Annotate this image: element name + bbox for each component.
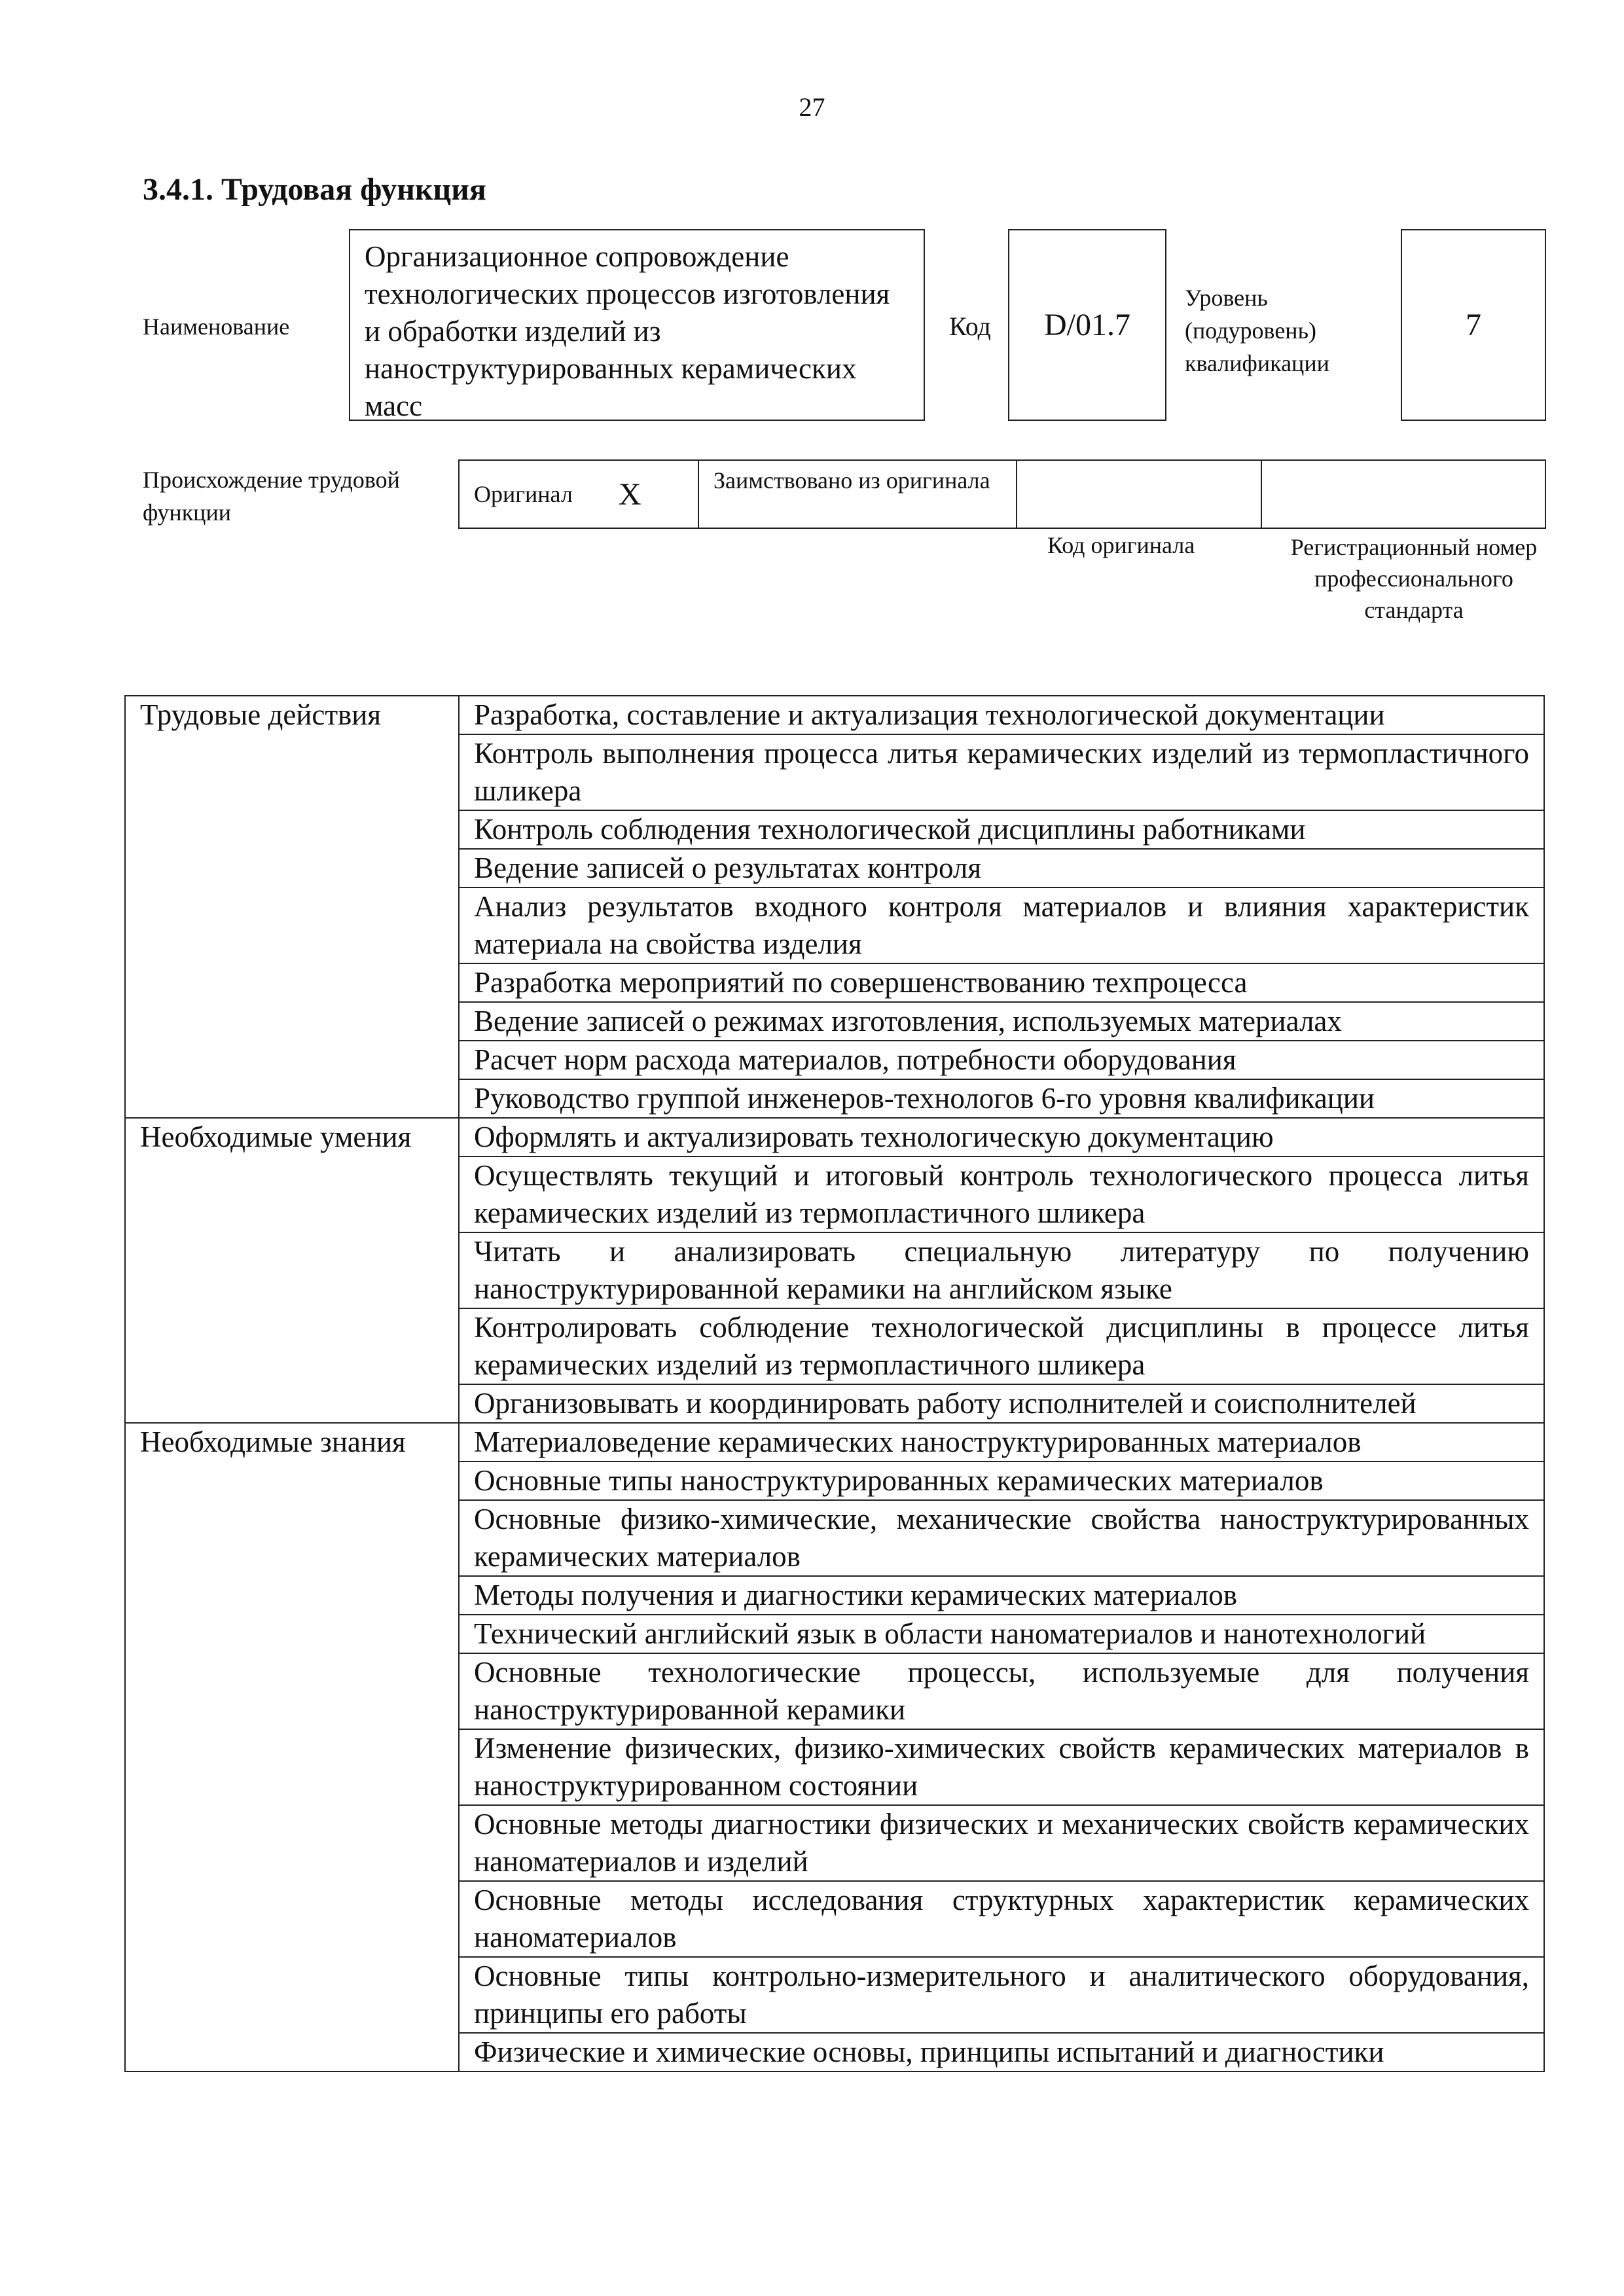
requirement-item: Основные методы исследования структурных характеристик керамических наноматериалов [459,1881,1544,1957]
page-number: 27 [799,92,825,122]
requirement-item: Основные физико-химические, механические свойства наноструктурированных керамических материалов [459,1500,1544,1576]
name-label: Наименование [143,314,290,340]
requirement-item: Основные технологические процессы, используемые для получения наноструктурированной керамики [459,1653,1544,1729]
section-category: Трудовые действия [125,696,459,1118]
reg-number-cell [1262,461,1545,528]
requirement-item: Расчет норм расхода материалов, потребности оборудования [459,1041,1544,1079]
requirement-item: Физические и химические основы, принципы испытаний и диагностики [459,2033,1544,2072]
requirement-item: Анализ результатов входного контроля материалов и влияния характеристик материала на свойства изделия [459,888,1544,963]
level-label-line: Уровень (подуровень) квалификации [1185,285,1329,376]
origin-original-cell [460,461,699,528]
section-category: Необходимые умения [125,1118,459,1423]
requirement-item: Изменение физических, физико-химических свойств керамических материалов в наноструктурированном состоянии [459,1729,1544,1805]
requirement-item: Контроль соблюдения технологической дисциплины работниками [459,810,1544,849]
section-category: Необходимые знания [125,1423,459,2072]
original-label: Оригинал [474,481,573,507]
requirement-item: Читать и анализировать специальную литературу по получению наноструктурированной керамики на английском языке [459,1232,1544,1308]
level-field: 7 [1401,229,1546,421]
level-label [1185,281,1381,380]
requirement-item: Основные типы наноструктурированных керамических материалов [459,1462,1544,1500]
requirement-item: Контроль выполнения процесса литья керамических изделий из термопластичного шликера [459,734,1544,810]
requirement-item: Осуществлять текущий и итоговый контроль технологического процесса литья керамических изделий из термопластичного шликера [459,1157,1544,1232]
original-code-caption: Код оригинала [1047,532,1195,558]
requirement-item: Материаловедение керамических наноструктурированных материалов [459,1423,1544,1462]
requirement-item: Ведение записей о результатах контроля [459,849,1544,888]
borrowed-label: Заимствовано из оригинала [699,461,1017,528]
requirement-item: Разработка, составление и актуализация технологической документации [459,696,1544,734]
requirement-item: Основные методы диагностики физических и механических свойств керамических наноматериалов и изделий [459,1805,1544,1881]
requirement-item: Технический английский язык в области наноматериалов и нанотехнологий [459,1615,1544,1653]
section-title: 3.4.1. Трудовая функция [143,172,486,207]
table-row [125,1118,1544,1157]
requirement-item: Ведение записей о режимах изготовления, используемых материалах [459,1002,1544,1041]
requirement-item: Руководство группой инженеров-технологов 6-го уровня квалификации [459,1079,1544,1118]
original-mark: X [618,476,641,512]
function-code-field: D/01.7 [1008,229,1166,421]
requirements-table [124,695,1545,2072]
requirements-body [125,696,1544,2072]
table-row [125,1423,1544,1462]
requirement-item: Контролировать соблюдение технологической дисциплины в процессе литья керамических изделий из термопластичного шликера [459,1308,1544,1384]
requirement-item: Основные типы контрольно-измерительного и аналитического оборудования, принципы его работы [459,1957,1544,2033]
requirement-item: Методы получения и диагностики керамических материалов [459,1576,1544,1615]
code-label: Код [949,312,991,341]
requirement-item: Оформлять и актуализировать технологическую документацию [459,1118,1544,1157]
reg-number-caption: Регистрационный номер профессионального стандарта [1290,534,1538,623]
requirement-item: Разработка мероприятий по совершенствованию техпроцесса [459,963,1544,1002]
table-row [125,696,1544,734]
original-code-cell [1017,461,1262,528]
origin-label: Происхождение трудовой функции [143,467,400,526]
function-name-field: Организационное сопровождение технологических процессов изготовления и обработки изделий из наноструктурированных керамических масс [349,229,925,421]
requirement-item: Организовывать и координировать работу исполнителей и соисполнителей [459,1384,1544,1423]
origin-row [458,459,1546,529]
